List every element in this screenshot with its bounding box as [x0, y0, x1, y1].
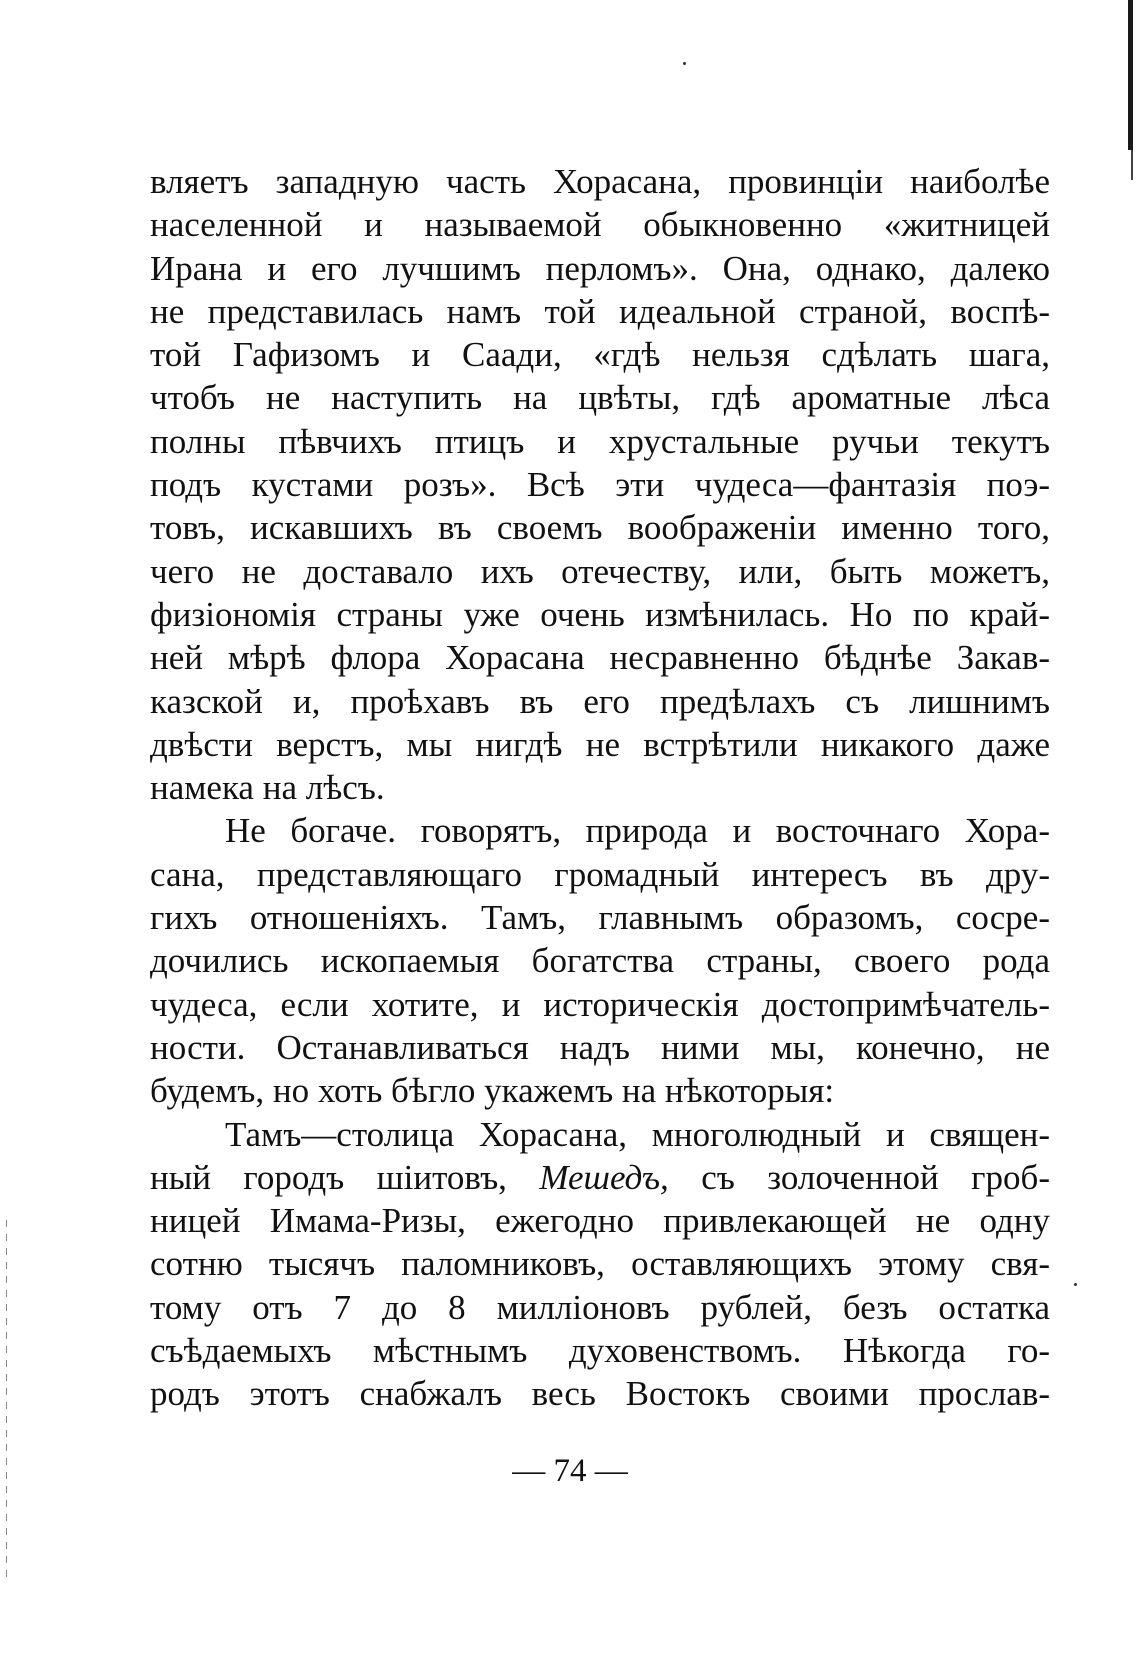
- text-line: намека на лѣсъ.: [150, 768, 385, 808]
- scan-speck: [683, 62, 686, 65]
- text-line-with-italic: [150, 1156, 1050, 1199]
- text-line: Ирана и его лучшимъ перломъ». Она, однако, далеко: [150, 248, 1050, 288]
- text-line: товъ, искавшихъ въ своемъ воображеніи именно того,: [150, 508, 1050, 548]
- text-line: той Гафизомъ и Саади, «гдѣ нельзя сдѣлать шага,: [150, 335, 1050, 375]
- text-line: двѣсти верстъ, мы нигдѣ не встрѣтили никакого даже: [150, 724, 1050, 764]
- text-line: ней мѣрѣ флора Хорасана несравненно бѣднѣе Закав-: [150, 638, 1050, 678]
- text-line: сана, представляющаго громадный интересъ въ дру-: [150, 854, 1050, 894]
- text-line: не представилась намъ той идеальной страной, воспѣ-: [150, 291, 1050, 331]
- text-line: подъ кустами розъ». Всѣ эти чудеса—фантазія поэ-: [150, 465, 1050, 505]
- text-run: съ золоченной гроб-: [668, 1157, 1050, 1197]
- text-line: чудеса, если хотите, и историческія достопримѣчатель-: [150, 984, 1050, 1024]
- text-line: съѣдаемыхъ мѣстнымъ духовенствомъ. Нѣкогда го-: [150, 1331, 1050, 1371]
- scan-speck: [1074, 1283, 1077, 1286]
- text-line: населенной и называемой обыкновенно «житницей: [150, 205, 1050, 245]
- text-line: Тамъ—столица Хорасана, многолюдный и священ-: [225, 1114, 1050, 1154]
- text-line: дочились ископаемыя богатства страны, своего рода: [150, 941, 1050, 981]
- text-line: родъ этотъ снабжалъ весь Востокъ своими прослав-: [150, 1374, 1050, 1414]
- body-text: [150, 160, 1050, 1416]
- page-edge-shadow: [1128, 0, 1133, 150]
- text-line: тому отъ 7 до 8 милліоновъ рублей, безъ остатка: [150, 1287, 1050, 1327]
- text-run: ный городъ шіитовъ,: [150, 1157, 540, 1197]
- page-edge-left-artifact: [6, 1220, 7, 1580]
- text-line: будемъ, но хоть бѣгло укажемъ на нѣкоторыя:: [150, 1071, 835, 1111]
- page-edge-shadow-tail: [1131, 150, 1133, 180]
- text-line: сотню тысячъ паломниковъ, оставляющихъ этому свя-: [150, 1244, 1050, 1284]
- text-line: чтобъ не наступить на цвѣты, гдѣ ароматные лѣса: [150, 378, 1050, 418]
- text-line: казской и, проѣхавъ въ его предѣлахъ съ лишнимъ: [150, 681, 1050, 721]
- text-line: гихъ отношеніяхъ. Тамъ, главнымъ образомъ, сосре-: [150, 898, 1050, 938]
- text-line: физіономія страны уже очень измѣнилась. Но по край-: [150, 594, 1050, 634]
- text-line: ницей Имама-Ризы, ежегодно привлекающей не одну: [150, 1201, 1050, 1241]
- text-line: ности. Останавливаться надъ ними мы, конечно, не: [150, 1027, 1050, 1067]
- text-line: полны пѣвчихъ птицъ и хрустальные ручьи текутъ: [150, 421, 1050, 461]
- page-number: — 74 —: [512, 1453, 628, 1489]
- text-line: вляетъ западную часть Хорасана, провинціи наиболѣе: [150, 162, 1050, 201]
- text-line: чего не доставало ихъ отечеству, или, быть можетъ,: [150, 551, 1050, 591]
- italic-place-name: Мешедъ,: [539, 1157, 669, 1197]
- text-line: Не богаче. говорятъ, природа и восточнаго Хора-: [225, 811, 1050, 851]
